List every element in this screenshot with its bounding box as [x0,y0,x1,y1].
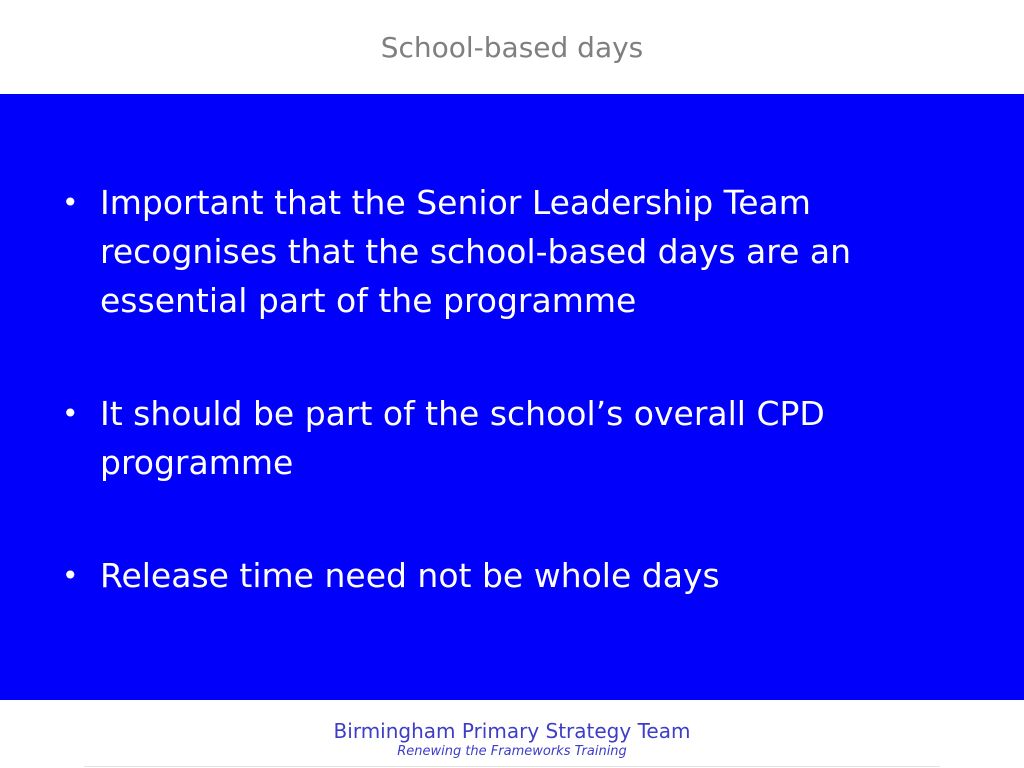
footer-subtitle: Renewing the Frameworks Training [397,744,627,759]
bullet-text: Release time need not be whole days [100,556,720,595]
bullet-icon: • [62,397,79,430]
title-bar [0,0,1024,94]
bullet-item [60,389,990,487]
bullet-item [60,551,990,600]
bullet-text: It should be part of the school’s overall CPD programme [100,394,825,482]
bullet-item [60,178,990,325]
footer [0,700,1024,768]
footer-title: Birmingham Primary Strategy Team [333,719,691,743]
bullet-icon: • [62,559,79,592]
bullet-list [60,178,990,600]
bullet-icon: • [62,186,79,219]
slide-title: School-based days [380,31,644,64]
bullet-text: Important that the Senior Leadership Team recognises that the school-based days are an essential part of the programme [100,183,852,320]
content-area [0,94,1024,700]
footer-divider [84,766,940,767]
